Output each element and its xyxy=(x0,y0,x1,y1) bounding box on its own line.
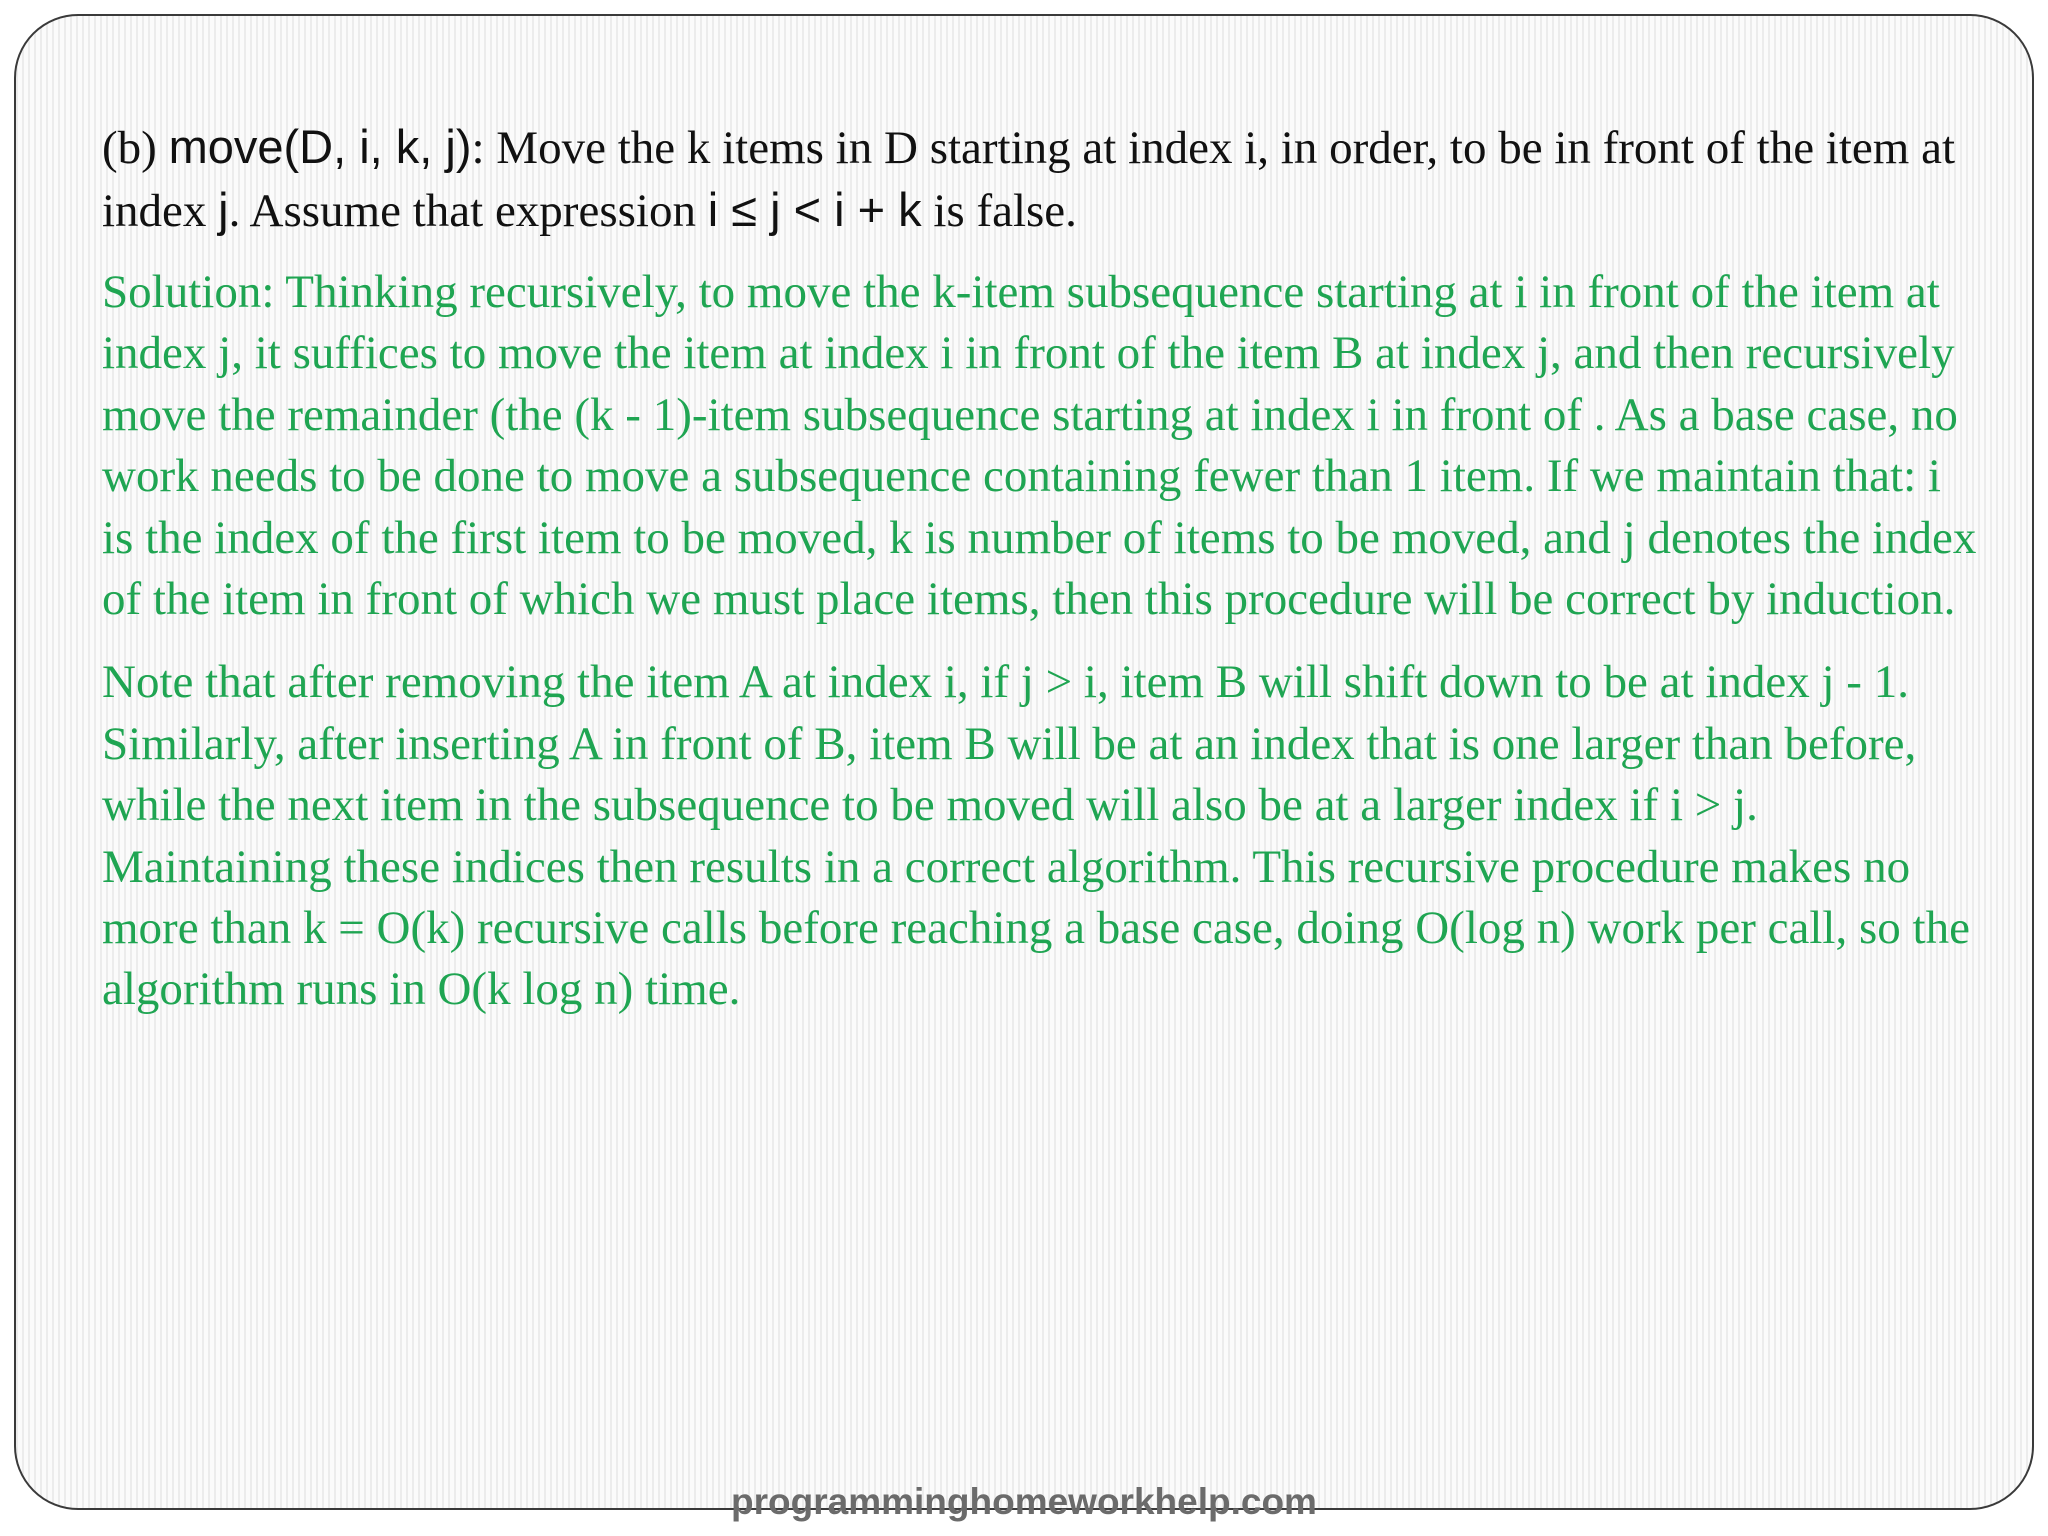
solution-paragraph-2: Note that after removing the item A at index i, if j > i, item B will shift down to be at index j - 1. Similarly, after inserting A in front of B, item B will be at an index that is one larger than before, while the next item in the subsequence to be moved will also be at a larger index if i > j. Maintaining these indices then results in a correct algorithm. This recursive procedure makes no more than k = O(k) recursive calls before reaching a base case, doing O(log n) work per call, so the algorithm runs in O(k log n) time. xyxy=(102,656,1970,1016)
question-statement xyxy=(102,116,1982,242)
index-variable: j xyxy=(218,183,229,236)
function-signature: move(D, i, k, j) xyxy=(168,120,472,173)
slide-content xyxy=(102,116,1982,1043)
condition-expression: i ≤ j < i + k xyxy=(707,183,922,236)
question-assumption: . Assume that expression xyxy=(228,185,708,237)
question-label: (b) xyxy=(102,122,169,174)
question-ending: is false. xyxy=(921,185,1077,237)
question-description: : Move the k items in D starting at index i, in order, to be in front of the item at index xyxy=(102,122,1956,237)
solution-paragraph-1: Solution: Thinking recursively, to move the k-item subsequence starting at i in front of the item at index j, it suffices to move the item at index i in front of the item B at index j, and then recursively move the remainder (the (k - 1)-item subsequence starting at index i in front of . As a base case, no work needs to be done to move a subsequence containing fewer than 1 item. If we maintain that: i is the index of the first item to be moved, k is number of items to be moved, and j denotes the index of the item in front of which we must place items, then this procedure will be correct by induction. xyxy=(102,266,1977,626)
slide-frame xyxy=(14,14,2034,1510)
footer-website: programminghomeworkhelp.com xyxy=(731,1481,1317,1522)
